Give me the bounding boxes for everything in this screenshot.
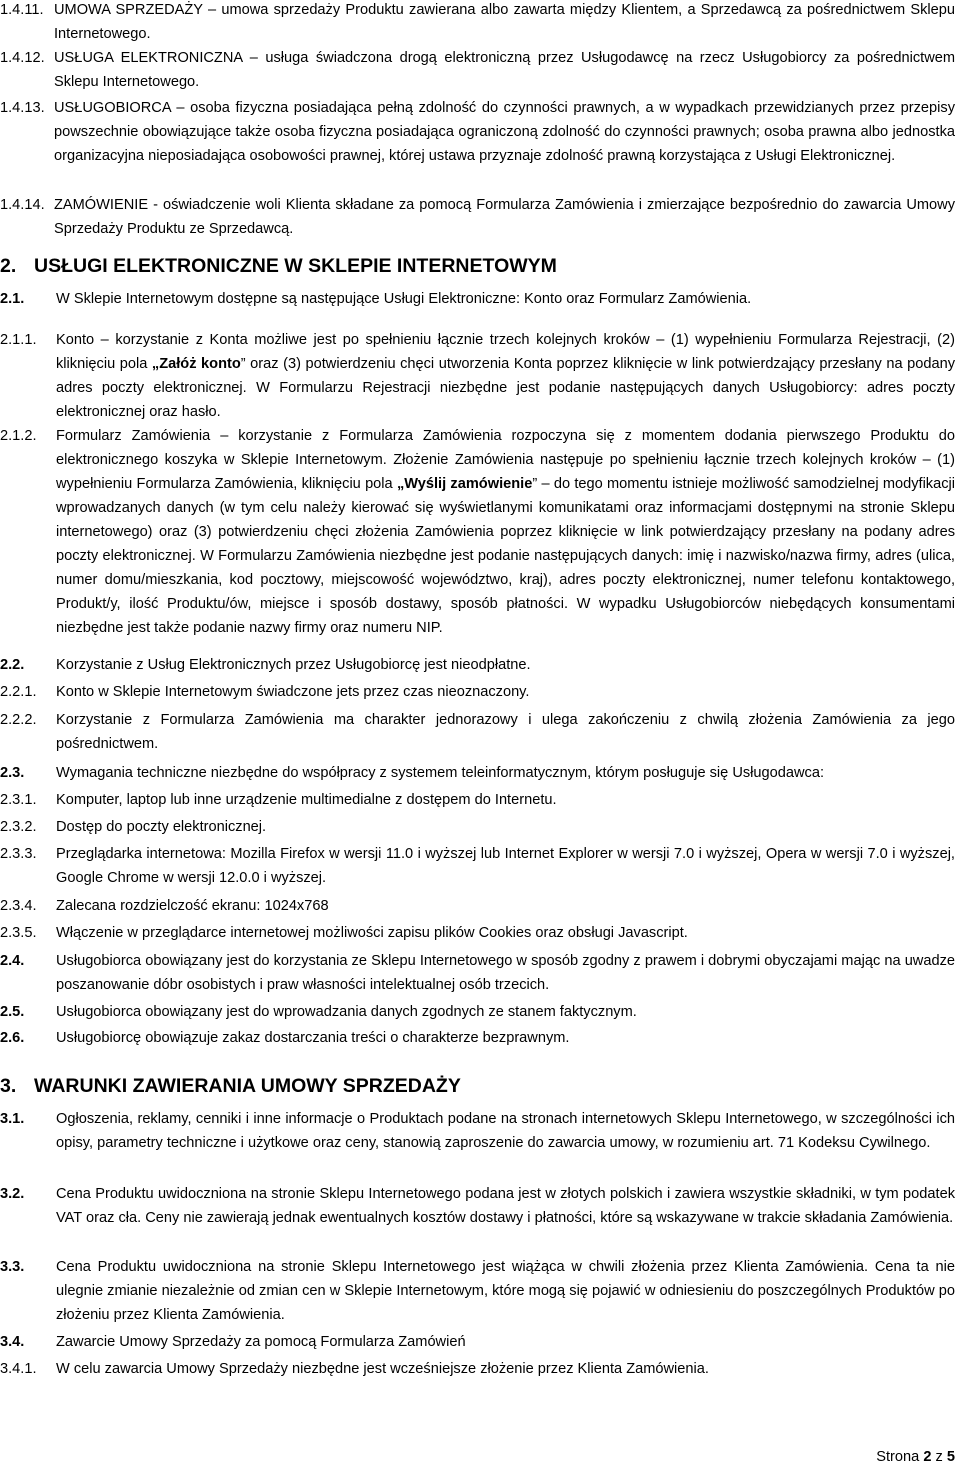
section-number: 3. [0,1075,17,1097]
clause-2-3-4 [0,894,960,918]
clause-number: 2.2. [0,657,25,673]
clause-number: 1.4.14. [0,197,45,213]
clause-number: 2.3.1. [0,792,37,808]
definition-1-4-12 [0,46,960,94]
button-label-quote: „Załóż konto [151,356,241,372]
clause-text: - oświadczenie woli Klienta składane za pomocą Formularza Zamówienia i zmierzające bezpośrednio do zawarcia Umowy Sprzedaży Produktu ze Sprzedawcą. [54,197,955,237]
clause-2-3-2 [0,815,960,839]
clause-text: Usługobiorcę obowiązuje zakaz dostarczania treści o charakterze bezprawnym. [56,1030,570,1046]
section-3-heading [0,1074,461,1098]
clause-number: 3.4. [0,1334,25,1350]
section-2-heading [0,254,557,278]
button-label-quote: „Wyślij zamówienie [396,476,533,492]
clause-number: 2.1. [0,291,25,307]
clause-text: Usługobiorca obowiązany jest do wprowadzania danych zgodnych ze stanem faktycznym. [56,1004,637,1020]
clause-number: 1.4.11. [0,2,44,18]
clause-text: Włączenie w przeglądarce internetowej możliwości zapisu plików Cookies oraz obsługi Javascript. [56,925,688,941]
clause-number: 2.3.4. [0,898,37,914]
clause-number: 2.1.1. [0,332,37,348]
clause-2-1-2 [0,424,960,640]
clause-text: – usługa świadczona drogą elektroniczną przez Usługodawcę na rzecz Usługobiorcy za pośrednictwem Sklepu Internetowego. [54,50,956,90]
clause-number: 1.4.12. [0,50,45,66]
clause-number: 3.4.1. [0,1361,37,1377]
clause-number: 3.1. [0,1111,25,1127]
clause-text: – umowa sprzedaży Produktu zawierana albo zawarta między Klientem, a Sprzedawcą za pośrednictwem Sklepu Internetowego. [54,2,955,42]
clause-3-1 [0,1107,960,1155]
section-number: 2. [0,255,17,277]
clause-text: – osoba fizyczna posiadająca pełną zdolność do czynności prawnych, a w wypadkach przewidzianych przez przepisy powszechnie obowiązujące także osoba fizyczna posiadająca ograniczoną zdolność do czynności prawnych; osoba prawna albo jednostka organizacyjna nieposiadająca osobowości prawnej, której ustawa przyznaje zdolność prawną korzystająca z Usługi Elektronicznej. [54,100,955,164]
clause-2-1 [0,287,960,311]
clause-text: Konto w Sklepie Internetowym świadczone jets przez czas nieoznaczony. [56,684,530,700]
clause-text: Komputer, laptop lub inne urządzenie multimedialne z dostępem do Internetu. [56,792,557,808]
clause-text: Konto – korzystanie z Konta możliwe jest po spełnieniu łącznie trzech kolejnych kroków – (1) wypełnieniu Formularza Rejestracji, (2) kliknięciu pola [56,332,955,372]
clause-number: 3.2. [0,1186,25,1202]
clause-number: 2.3. [0,765,25,781]
clause-3-4-1 [0,1357,960,1381]
clause-text: Zalecana rozdzielczość ekranu: 1024x768 [56,898,329,914]
clause-number: 2.5. [0,1004,25,1020]
definition-1-4-13 [0,96,960,168]
definition-1-4-11 [0,0,960,46]
clause-2-2-1 [0,680,960,704]
section-title: WARUNKI ZAWIERANIA UMOWY SPRZEDAŻY [34,1075,461,1097]
clause-2-6 [0,1026,960,1050]
clause-2-3-3 [0,842,960,890]
clause-number: 2.2.2. [0,712,37,728]
clause-2-2-2 [0,708,960,756]
section-title: USŁUGI ELEKTRONICZNE W SKLEPIE INTERNETOWYM [34,255,557,277]
clause-number: 3.3. [0,1259,25,1275]
clause-text: Korzystanie z Formularza Zamówienia ma charakter jednorazowy i ulega zakończeniu z chwilą złożenia Zamówienia za jego pośrednictwem. [56,712,955,752]
page-total: 5 [946,1449,955,1465]
clause-number: 2.3.5. [0,925,37,941]
clause-3-3 [0,1255,960,1327]
page-current: 2 [923,1449,932,1465]
clause-number: 2.6. [0,1030,25,1046]
clause-text: Przeglądarka internetowa: Mozilla Firefox w wersji 11.0 i wyższej lub Internet Explorer w wersji 7.0 i wyższej, Opera w wersji 7.0 i wyższej, Google Chrome w wersji 12.0.0 i wyższej. [56,846,955,886]
clause-text: W celu zawarcia Umowy Sprzedaży niezbędne jest wcześniejsze złożenie przez Klienta Zamówienia. [56,1361,709,1377]
clause-2-5 [0,1000,960,1024]
term: USŁUGOBIORCA [54,100,171,116]
clause-number: 2.1.2. [0,428,37,444]
clause-3-4 [0,1330,960,1354]
clause-text: W Sklepie Internetowym dostępne są następujące Usługi Elektroniczne: Konto oraz Formularz Zamówienia. [56,291,752,307]
clause-number: 1.4.13. [0,100,45,116]
clause-2-2 [0,653,960,677]
clause-text: Formularz Zamówienia – korzystanie z Formularza Zamówienia rozpoczyna się z momentem dodania pierwszego Produktu do elektronicznego koszyka w Sklepie Internetowym. Złożenie Zamówienia następuje po spełnieniu łącznie trzech kolejnych kroków – (1) wypełnieniu Formularza Zamówienia, kliknięciu pola [56,428,955,492]
clause-2-4 [0,949,960,997]
clause-text: Cena Produktu uwidoczniona na stronie Sklepu Internetowego jest wiążąca w chwili złożenia przez Klienta Zamówienia. Cena ta nie ulegnie zmianie niezależnie od zmian cen w Sklepie Internetowym, które mogą się pojawić w odniesieniu do poszczególnych Produktów po złożeniu przez Klienta Zamówienia. [56,1259,955,1323]
term: ZAMÓWIENIE [54,197,149,213]
clause-number: 2.4. [0,953,25,969]
clause-text: Korzystanie z Usług Elektronicznych przez Usługobiorcę jest nieodpłatne. [56,657,531,673]
page-counter [876,1448,955,1466]
clause-3-2 [0,1182,960,1230]
clause-text: Zawarcie Umowy Sprzedaży za pomocą Formularza Zamówień [56,1334,466,1350]
clause-number: 2.3.3. [0,846,37,862]
clause-2-3 [0,761,960,785]
term: USŁUGA ELEKTRONICZNA [54,50,243,66]
clause-text-cont: ” oraz (3) potwierdzeniu chęci utworzenia Konta poprzez kliknięcie w link potwierdzający przesłany na podany adres poczty elektronicznej. W Formularzu Rejestracji niezbędne jest podanie następujących danych Usługobiorcy: adres poczty elektronicznej oraz hasło. [56,356,956,420]
clause-text: Ogłoszenia, reklamy, cenniki i inne informacje o Produktach podane na stronach internetowych Sklepu Internetowego, w szczególności ich opisy, parametry techniczne i użytkowe oraz ceny, stanowią zaproszenie do zawarcia umowy, w rozumieniu art. 71 Kodeksu Cywilnego. [56,1111,955,1151]
clause-2-3-1 [0,788,960,812]
clause-text: Dostęp do poczty elektronicznej. [56,819,267,835]
clause-number: 2.2.1. [0,684,37,700]
clause-2-3-5 [0,921,960,945]
clause-number: 2.3.2. [0,819,37,835]
page-sep: z [935,1449,943,1465]
clause-text: Cena Produktu uwidoczniona na stronie Sklepu Internetowego podana jest w złotych polskich i zawiera wszystkie składniki, w tym podatek VAT oraz cła. Ceny nie zawierają jednak ewentualnych kosztów dostawy i płatności, które są wskazywane w trakcie składania Zamówienia. [56,1186,955,1226]
clause-text: Wymagania techniczne niezbędne do współpracy z systemem teleinformatycznym, którym posługuje się Usługodawca: [56,765,825,781]
page-label: Strona [876,1449,920,1465]
definition-1-4-14 [0,193,960,241]
term: UMOWA SPRZEDAŻY [54,2,203,18]
clause-2-1-1 [0,328,960,424]
clause-text-cont: ” – do tego momentu istnieje możliwość samodzielnej modyfikacji wprowadzanych danych (w tym celu należy kierować się wyświetlanymi komunikatami oraz informacjami dostępnymi na stronie Sklepu internetowego) oraz (3) potwierdzeniu chęci złożenia Zamówienia poprzez kliknięcie w link potwierdzający przesłany na podany adres poczty elektronicznej. W Formularzu Zamówienia niezbędne jest podanie następujących danych: imię i nazwisko/nazwa firmy, adres (ulica, numer domu/mieszkania, kod pocztowy, miejscowość województwo, kraj), adres poczty elektronicznej, numer telefonu kontaktowego, Produkt/y, ilość Produktu/ów, miejsce i sposób dostawy, sposób płatności. W wypadku Usługobiorców niebędących konsumentami niezbędne jest także podanie nazwy firmy oraz numeru NIP. [56,476,956,636]
clause-text: Usługobiorca obowiązany jest do korzystania ze Sklepu Internetowego w sposób zgodny z prawem i dobrymi obyczajami mając na uwadze poszanowanie dóbr osobistych i praw własności intelektualnej osób trzecich. [56,953,955,993]
